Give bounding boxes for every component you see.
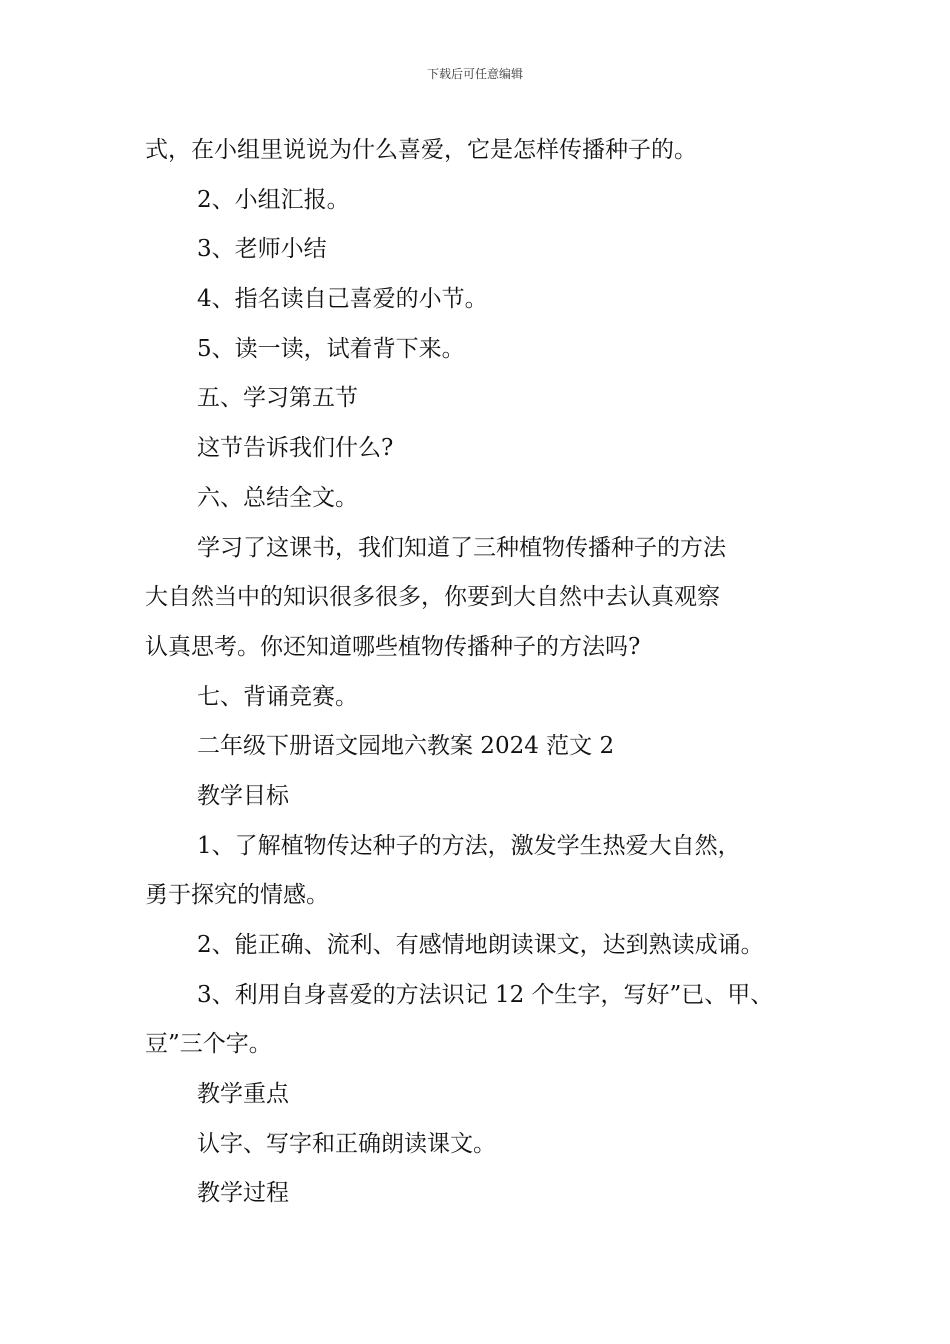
text-line: 式，在小组里说说为什么喜爱，它是怎样传播种子的。 (145, 137, 697, 163)
text-line: 3、老师小结 (197, 236, 327, 263)
text-line: 勇于探究的情感。 (145, 882, 329, 909)
section-heading: 六、总结全文。 (197, 484, 358, 511)
section-heading: 教学重点 (197, 1081, 289, 1108)
section-heading: 教学过程 (197, 1180, 289, 1207)
section-heading: 教学目标 (197, 782, 289, 809)
text-line: 3、利用自身喜爱的方法识记 12 个生字，写好”已、甲、 (197, 981, 774, 1008)
text-line: 这节告诉我们什么? (197, 435, 394, 462)
document-body (145, 126, 835, 1219)
text-line: 2、小组汇报。 (197, 186, 350, 213)
text-line: 2、能正确、流利、有感情地朗读课文，达到熟读成诵。 (197, 932, 764, 958)
text-line: 大自然当中的知识很多很多，你要到大自然中去认真观察 (145, 584, 720, 611)
text-line: 5、读一读，试着背下来。 (197, 335, 465, 362)
section-heading: 五、学习第五节 (197, 385, 358, 412)
text-line: 4、指名读自己喜爱的小节。 (197, 286, 488, 313)
text-line: 学习了这课书，我们知道了三种植物传播种子的方法 (197, 534, 726, 561)
text-line: 认真思考。你还知道哪些植物传播种子的方法吗? (145, 633, 641, 660)
text-line: 1、了解植物传达种子的方法，激发学生热爱大自然， (197, 832, 741, 859)
page-header: 下载后可任意编辑 (426, 67, 523, 81)
text-line: 认字、写字和正确朗读课文。 (197, 1130, 496, 1157)
section-heading: 七、背诵竞赛。 (197, 683, 358, 710)
document-title: 二年级下册语文园地六教案 2024 范文 2 (197, 733, 615, 760)
text-line: 豆”三个字。 (145, 1031, 272, 1058)
